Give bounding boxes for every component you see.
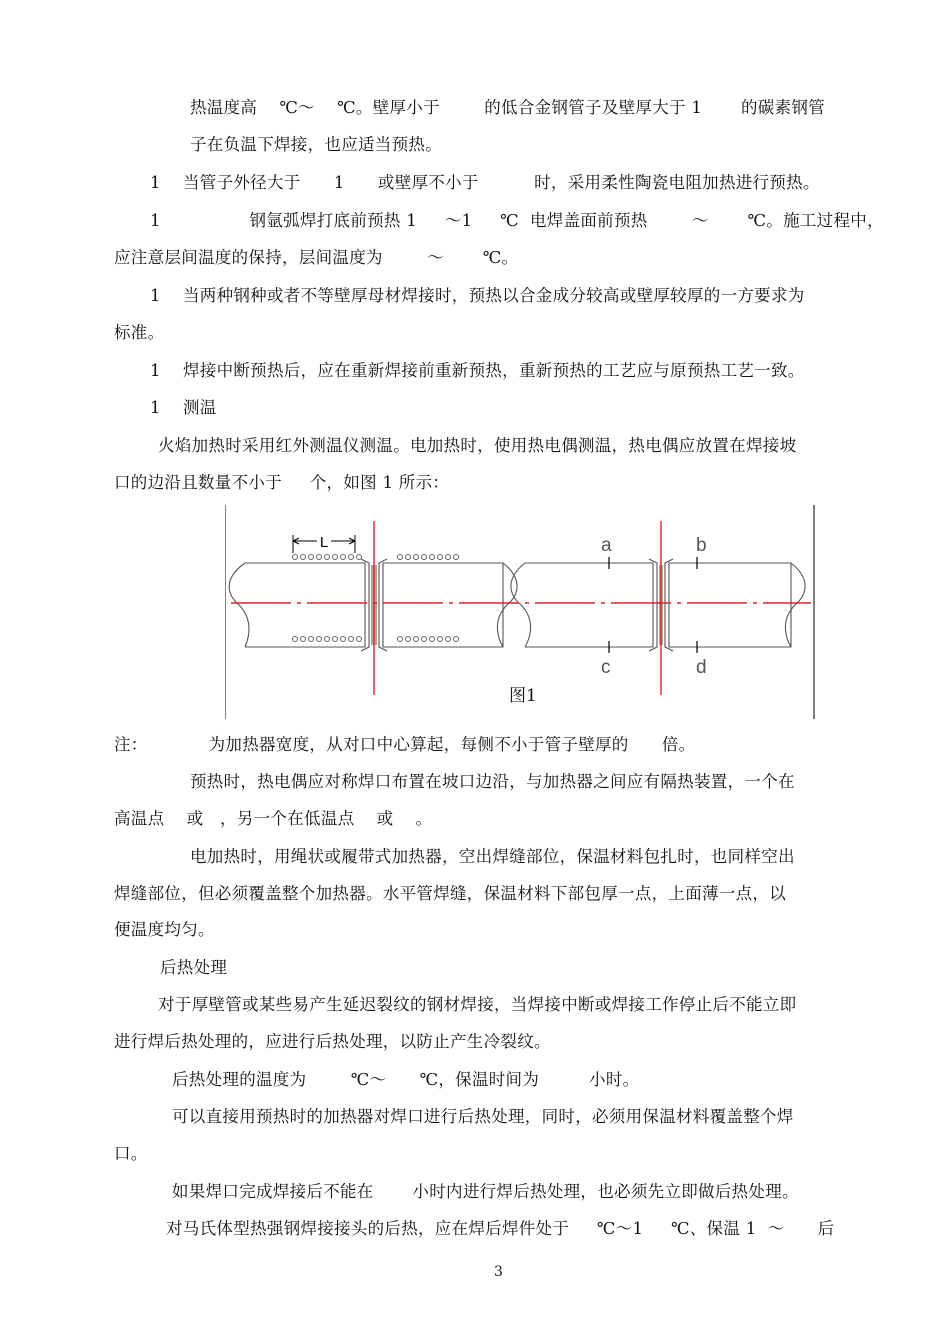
paragraph-line: 应注意层间温度的保持，层间温度为 ～ ℃。 <box>114 248 519 267</box>
point-label-b: b <box>696 535 707 556</box>
paragraph-line: 热温度高 ℃～ ℃。壁厚小于 的低合金钢管子及壁厚大于 1 的碳素钢管 <box>190 98 825 117</box>
paragraph-line: 高温点 或 ，另一个在低温点 或 。 <box>114 809 433 828</box>
paragraph-line: 1 焊接中断预热后，应在重新焊接前重新预热，重新预热的工艺应与原预热工艺一致。 <box>150 361 805 380</box>
paragraph-line: 口的边沿且数量不小于 个，如图 1 所示： <box>114 473 450 492</box>
page-number: 3 <box>494 1264 503 1280</box>
paragraph-line: 口。 <box>114 1144 148 1163</box>
figure-thermocouple-layout <box>225 505 825 723</box>
paragraph-line: 对于厚壁管或某些易产生延迟裂纹的钢材焊接，当焊接中断或焊接工作停止后不能立即 <box>158 995 797 1014</box>
section-heading: 后热处理 <box>160 958 228 977</box>
point-label-c: c <box>601 657 611 678</box>
paragraph-line: 后热处理的温度为 ℃～ ℃，保温时间为 小时。 <box>172 1070 640 1089</box>
paragraph-line: 进行焊后热处理的，应进行后热处理，以防止产生冷裂纹。 <box>114 1032 551 1051</box>
paragraph-line: 1 当两种钢种或者不等壁厚母材焊接时，预热以合金成分较高或壁厚较厚的一方要求为 <box>150 286 805 305</box>
paragraph-line: 预热时，热电偶应对称焊口布置在坡口边沿，与加热器之间应有隔热装置，一个在 <box>190 772 795 791</box>
paragraph-line: 1 钢氩弧焊打底前预热 1 ～1 ℃ 电焊盖面前预热 ～ ℃。施工过程中， <box>150 211 884 230</box>
dimension-label: L <box>319 534 329 551</box>
weld-gap-heater <box>371 565 663 645</box>
paragraph-line: 如果焊口完成焊接后不能在 小时内进行焊后热处理，也必须先立即做后热处理。 <box>172 1182 799 1201</box>
paragraph-line: 便温度均匀。 <box>114 920 215 939</box>
point-label-a: a <box>601 535 612 556</box>
paragraph-line: 可以直接用预热时的加热器对焊口进行后热处理，同时，必须用保温材料覆盖整个焊 <box>172 1107 794 1126</box>
figure-caption: 图1 <box>509 686 537 706</box>
paragraph-line: 对马氏体型热强钢焊接接头的后热，应在焊后焊件处于 ℃～1 ℃、保温 1 ～ 后 <box>166 1219 835 1238</box>
paragraph-line: 火焰加热时采用红外测温仪测温。电加热时，使用热电偶测温，热电偶应放置在焊接坡 <box>158 436 797 455</box>
note-line: 注： 为加热器宽度，从对口中心算起，每侧不小于管子壁厚的 倍。 <box>114 735 696 754</box>
paragraph-line: 1 当管子外径大于 1 或壁厚不小于 时，采用柔性陶瓷电阻加热进行预热。 <box>150 173 820 192</box>
paragraph-line: 焊缝部位，但必须覆盖整个加热器。水平管焊缝，保温材料下部包厚一点，上面薄一点，以 <box>114 884 786 903</box>
section-heading: 1 测温 <box>150 398 217 417</box>
point-label-d: d <box>696 657 707 678</box>
paragraph-line: 子在负温下焊接，也应适当预热。 <box>190 135 442 154</box>
paragraph-line: 标准。 <box>114 323 165 342</box>
paragraph-line: 电加热时，用绳状或履带式加热器，空出焊缝部位，保温材料包扎时，也同样空出 <box>190 847 795 866</box>
